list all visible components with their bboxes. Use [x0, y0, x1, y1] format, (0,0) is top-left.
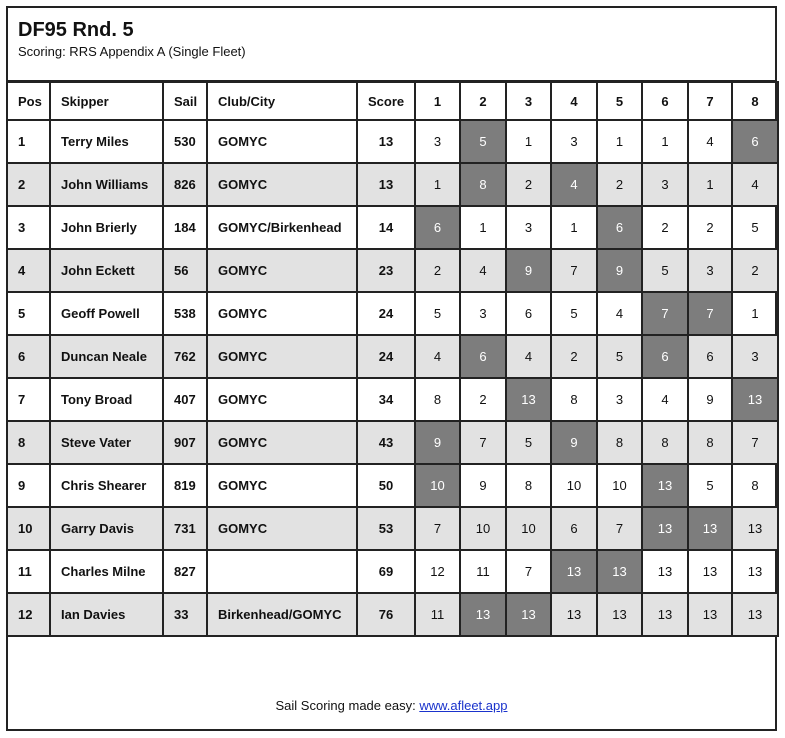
- pos-cell: 7: [7, 378, 50, 421]
- results-table: [6, 81, 779, 637]
- skipper-cell: John Williams: [50, 163, 163, 206]
- race-1-cell: 6: [415, 206, 460, 249]
- pos-cell: 2: [7, 163, 50, 206]
- race-2-cell: 10: [460, 507, 506, 550]
- skipper-cell: Steve Vater: [50, 421, 163, 464]
- score-cell: 13: [357, 120, 415, 163]
- sail-cell: 184: [163, 206, 207, 249]
- race-3-cell: 4: [506, 335, 551, 378]
- race-3-cell: 9: [506, 249, 551, 292]
- club-cell: GOMYC: [207, 464, 357, 507]
- club-cell: GOMYC: [207, 507, 357, 550]
- race-3-cell: 13: [506, 593, 551, 636]
- race-2-cell: 6: [460, 335, 506, 378]
- score-cell: 53: [357, 507, 415, 550]
- skipper-cell: Tony Broad: [50, 378, 163, 421]
- club-cell: GOMYC/Birkenhead: [207, 206, 357, 249]
- column-header-race-7: 7: [688, 82, 732, 120]
- race-3-cell: 3: [506, 206, 551, 249]
- race-4-cell: 8: [551, 378, 597, 421]
- race-2-cell: 8: [460, 163, 506, 206]
- race-2-cell: 5: [460, 120, 506, 163]
- race-7-cell: 6: [688, 335, 732, 378]
- skipper-cell: Garry Davis: [50, 507, 163, 550]
- table-row: [7, 292, 778, 335]
- score-cell: 14: [357, 206, 415, 249]
- race-1-cell: 8: [415, 378, 460, 421]
- race-2-cell: 7: [460, 421, 506, 464]
- score-cell: 50: [357, 464, 415, 507]
- pos-cell: 3: [7, 206, 50, 249]
- table-row: [7, 335, 778, 378]
- race-2-cell: 4: [460, 249, 506, 292]
- pos-cell: 1: [7, 120, 50, 163]
- table-header-row: [7, 82, 778, 120]
- score-cell: 34: [357, 378, 415, 421]
- race-4-cell: 2: [551, 335, 597, 378]
- pos-cell: 6: [7, 335, 50, 378]
- sail-cell: 826: [163, 163, 207, 206]
- race-1-cell: 7: [415, 507, 460, 550]
- race-1-cell: 4: [415, 335, 460, 378]
- race-1-cell: 12: [415, 550, 460, 593]
- column-header-race-6: 6: [642, 82, 688, 120]
- race-4-cell: 13: [551, 593, 597, 636]
- race-7-cell: 4: [688, 120, 732, 163]
- pos-cell: 4: [7, 249, 50, 292]
- race-7-cell: 7: [688, 292, 732, 335]
- sail-cell: 56: [163, 249, 207, 292]
- race-4-cell: 6: [551, 507, 597, 550]
- race-5-cell: 1: [597, 120, 642, 163]
- pos-cell: 11: [7, 550, 50, 593]
- table-row: [7, 507, 778, 550]
- race-5-cell: 2: [597, 163, 642, 206]
- footer: [6, 683, 777, 731]
- club-cell: GOMYC: [207, 421, 357, 464]
- pos-cell: 12: [7, 593, 50, 636]
- club-cell: [207, 550, 357, 593]
- race-7-cell: 13: [688, 593, 732, 636]
- pos-cell: 9: [7, 464, 50, 507]
- race-6-cell: 5: [642, 249, 688, 292]
- column-header-race-1: 1: [415, 82, 460, 120]
- race-5-cell: 8: [597, 421, 642, 464]
- race-5-cell: 6: [597, 206, 642, 249]
- skipper-cell: Terry Miles: [50, 120, 163, 163]
- club-cell: GOMYC: [207, 335, 357, 378]
- column-header-race-4: 4: [551, 82, 597, 120]
- column-header-club: Club/City: [207, 82, 357, 120]
- race-6-cell: 8: [642, 421, 688, 464]
- race-3-cell: 1: [506, 120, 551, 163]
- race-7-cell: 1: [688, 163, 732, 206]
- race-7-cell: 13: [688, 507, 732, 550]
- race-1-cell: 2: [415, 249, 460, 292]
- skipper-cell: John Eckett: [50, 249, 163, 292]
- column-header-race-2: 2: [460, 82, 506, 120]
- pos-cell: 8: [7, 421, 50, 464]
- race-6-cell: 13: [642, 507, 688, 550]
- skipper-cell: Geoff Powell: [50, 292, 163, 335]
- race-8-cell: 8: [732, 464, 778, 507]
- column-header-race-8: 8: [732, 82, 778, 120]
- skipper-cell: Duncan Neale: [50, 335, 163, 378]
- skipper-cell: Charles Milne: [50, 550, 163, 593]
- pos-cell: 10: [7, 507, 50, 550]
- score-cell: 24: [357, 292, 415, 335]
- sail-cell: 827: [163, 550, 207, 593]
- race-8-cell: 13: [732, 550, 778, 593]
- race-1-cell: 9: [415, 421, 460, 464]
- race-8-cell: 13: [732, 378, 778, 421]
- results-header: [6, 6, 777, 82]
- club-cell: GOMYC: [207, 163, 357, 206]
- race-4-cell: 9: [551, 421, 597, 464]
- results-body: [7, 120, 778, 636]
- table-row: [7, 593, 778, 636]
- race-4-cell: 7: [551, 249, 597, 292]
- race-5-cell: 13: [597, 550, 642, 593]
- race-4-cell: 3: [551, 120, 597, 163]
- race-2-cell: 2: [460, 378, 506, 421]
- race-4-cell: 10: [551, 464, 597, 507]
- sail-cell: 762: [163, 335, 207, 378]
- table-row: [7, 206, 778, 249]
- race-6-cell: 13: [642, 464, 688, 507]
- table-row: [7, 249, 778, 292]
- club-cell: GOMYC: [207, 378, 357, 421]
- race-8-cell: 13: [732, 507, 778, 550]
- race-7-cell: 13: [688, 550, 732, 593]
- race-7-cell: 5: [688, 464, 732, 507]
- skipper-cell: Chris Shearer: [50, 464, 163, 507]
- race-6-cell: 7: [642, 292, 688, 335]
- race-7-cell: 8: [688, 421, 732, 464]
- scoring-system: Scoring: RRS Appendix A (Single Fleet): [18, 44, 246, 59]
- club-cell: GOMYC: [207, 249, 357, 292]
- table-row: [7, 464, 778, 507]
- race-8-cell: 3: [732, 335, 778, 378]
- race-6-cell: 13: [642, 593, 688, 636]
- column-header-score: Score: [357, 82, 415, 120]
- sail-cell: 530: [163, 120, 207, 163]
- race-2-cell: 11: [460, 550, 506, 593]
- race-3-cell: 5: [506, 421, 551, 464]
- race-5-cell: 4: [597, 292, 642, 335]
- page-title: DF95 Rnd. 5: [18, 19, 134, 41]
- score-cell: 23: [357, 249, 415, 292]
- race-3-cell: 2: [506, 163, 551, 206]
- score-cell: 76: [357, 593, 415, 636]
- table-row: [7, 550, 778, 593]
- race-6-cell: 4: [642, 378, 688, 421]
- table-row: [7, 120, 778, 163]
- race-8-cell: 5: [732, 206, 778, 249]
- race-8-cell: 13: [732, 593, 778, 636]
- race-6-cell: 6: [642, 335, 688, 378]
- race-1-cell: 11: [415, 593, 460, 636]
- table-row: [7, 421, 778, 464]
- race-5-cell: 7: [597, 507, 642, 550]
- race-8-cell: 1: [732, 292, 778, 335]
- race-3-cell: 10: [506, 507, 551, 550]
- race-3-cell: 8: [506, 464, 551, 507]
- race-8-cell: 7: [732, 421, 778, 464]
- skipper-cell: Ian Davies: [50, 593, 163, 636]
- score-cell: 13: [357, 163, 415, 206]
- race-6-cell: 1: [642, 120, 688, 163]
- race-5-cell: 5: [597, 335, 642, 378]
- column-header-sail: Sail: [163, 82, 207, 120]
- race-2-cell: 3: [460, 292, 506, 335]
- table-row: [7, 163, 778, 206]
- race-6-cell: 3: [642, 163, 688, 206]
- sail-cell: 907: [163, 421, 207, 464]
- race-6-cell: 2: [642, 206, 688, 249]
- race-1-cell: 1: [415, 163, 460, 206]
- sail-cell: 407: [163, 378, 207, 421]
- race-5-cell: 9: [597, 249, 642, 292]
- race-5-cell: 10: [597, 464, 642, 507]
- race-1-cell: 5: [415, 292, 460, 335]
- race-4-cell: 5: [551, 292, 597, 335]
- footer-text: Sail Scoring made easy:: [275, 698, 420, 713]
- race-3-cell: 7: [506, 550, 551, 593]
- pos-cell: 5: [7, 292, 50, 335]
- club-cell: GOMYC: [207, 292, 357, 335]
- race-7-cell: 3: [688, 249, 732, 292]
- race-8-cell: 2: [732, 249, 778, 292]
- score-cell: 43: [357, 421, 415, 464]
- column-header-pos: Pos: [7, 82, 50, 120]
- table-row: [7, 378, 778, 421]
- race-6-cell: 13: [642, 550, 688, 593]
- sail-cell: 731: [163, 507, 207, 550]
- race-7-cell: 2: [688, 206, 732, 249]
- race-4-cell: 1: [551, 206, 597, 249]
- score-cell: 69: [357, 550, 415, 593]
- column-header-skipper: Skipper: [50, 82, 163, 120]
- race-2-cell: 1: [460, 206, 506, 249]
- sail-cell: 819: [163, 464, 207, 507]
- race-1-cell: 10: [415, 464, 460, 507]
- column-header-race-3: 3: [506, 82, 551, 120]
- race-7-cell: 9: [688, 378, 732, 421]
- race-5-cell: 13: [597, 593, 642, 636]
- race-4-cell: 4: [551, 163, 597, 206]
- score-cell: 24: [357, 335, 415, 378]
- club-cell: GOMYC: [207, 120, 357, 163]
- race-3-cell: 6: [506, 292, 551, 335]
- race-5-cell: 3: [597, 378, 642, 421]
- sail-cell: 33: [163, 593, 207, 636]
- race-1-cell: 3: [415, 120, 460, 163]
- sail-cell: 538: [163, 292, 207, 335]
- race-4-cell: 13: [551, 550, 597, 593]
- race-8-cell: 4: [732, 163, 778, 206]
- afleet-link[interactable]: www.afleet.app: [419, 698, 508, 713]
- column-header-race-5: 5: [597, 82, 642, 120]
- club-cell: Birkenhead/GOMYC: [207, 593, 357, 636]
- race-8-cell: 6: [732, 120, 778, 163]
- race-2-cell: 9: [460, 464, 506, 507]
- race-2-cell: 13: [460, 593, 506, 636]
- skipper-cell: John Brierly: [50, 206, 163, 249]
- race-3-cell: 13: [506, 378, 551, 421]
